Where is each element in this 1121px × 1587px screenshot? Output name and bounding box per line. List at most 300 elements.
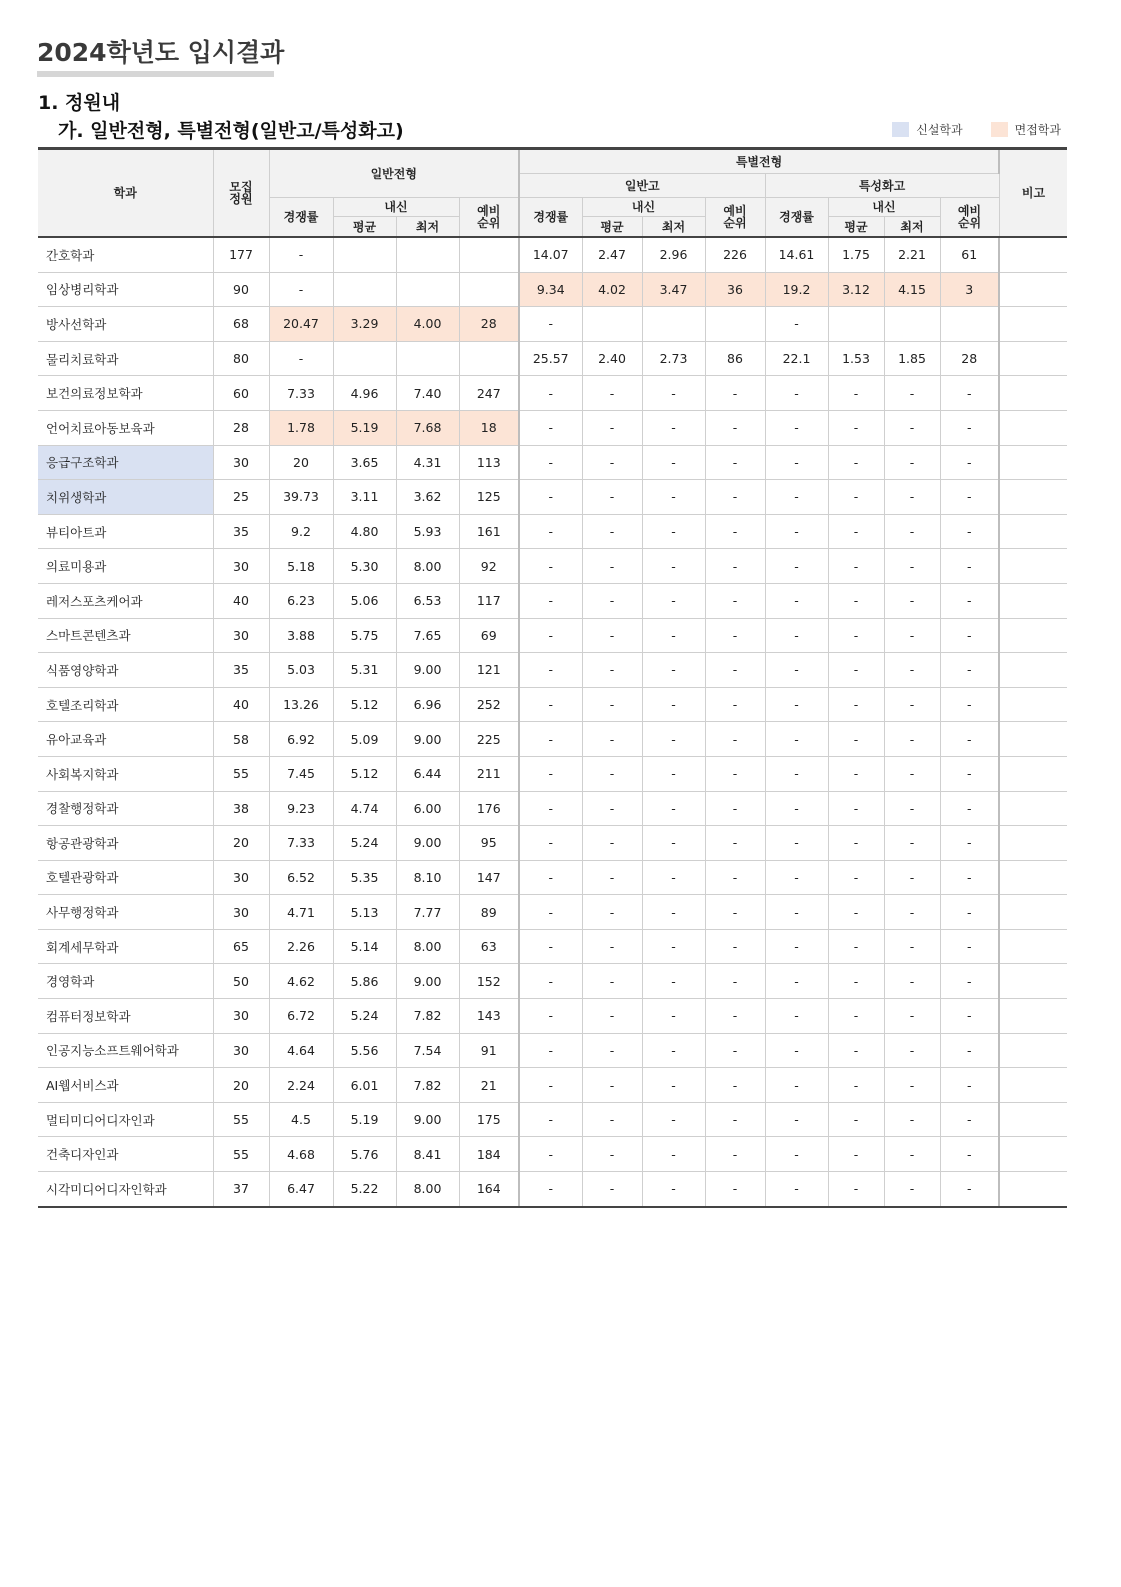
header-g-gpa: 내신 bbox=[333, 198, 459, 217]
header-sg-min: 최저 bbox=[642, 217, 705, 238]
g-waitlist-cell: 161 bbox=[459, 514, 519, 549]
sg-min-cell: - bbox=[642, 860, 705, 895]
g-min-cell: 7.68 bbox=[396, 410, 459, 445]
note-cell bbox=[999, 1102, 1067, 1137]
dept-name: 식품영양학과 bbox=[38, 653, 213, 688]
sg-avg-cell: - bbox=[582, 756, 642, 791]
sv-avg-cell: - bbox=[828, 653, 884, 688]
g-min-cell: 7.40 bbox=[396, 376, 459, 411]
sg-waitlist-cell: - bbox=[705, 1102, 765, 1137]
sg-competition-cell: - bbox=[519, 618, 582, 653]
dept-name: 물리치료학과 bbox=[38, 341, 213, 376]
sv-waitlist-cell: - bbox=[940, 722, 999, 757]
sg-competition-cell: - bbox=[519, 653, 582, 688]
dept-name: 치위생학과 bbox=[38, 480, 213, 515]
sg-min-cell: - bbox=[642, 929, 705, 964]
sv-competition-cell: - bbox=[765, 929, 828, 964]
table-row bbox=[38, 999, 1067, 1034]
dept-name: 임상병리학과 bbox=[38, 272, 213, 307]
sv-avg-cell: - bbox=[828, 1102, 884, 1137]
g-waitlist-cell bbox=[459, 237, 519, 272]
g-waitlist-cell: 95 bbox=[459, 826, 519, 861]
g-competition-cell: 20.47 bbox=[269, 307, 333, 342]
sv-avg-cell: - bbox=[828, 445, 884, 480]
sv-avg-cell: - bbox=[828, 722, 884, 757]
g-waitlist-cell: 211 bbox=[459, 756, 519, 791]
sv-min-cell: - bbox=[884, 1068, 940, 1103]
legend-item-new-dept bbox=[892, 121, 962, 138]
g-waitlist-cell: 18 bbox=[459, 410, 519, 445]
g-waitlist-cell: 175 bbox=[459, 1102, 519, 1137]
quota-cell: 20 bbox=[213, 1068, 269, 1103]
sg-competition-cell: - bbox=[519, 307, 582, 342]
header-dept: 학과 bbox=[38, 149, 213, 238]
sg-avg-cell: - bbox=[582, 1102, 642, 1137]
g-avg-cell: 5.56 bbox=[333, 1033, 396, 1068]
g-min-cell: 9.00 bbox=[396, 1102, 459, 1137]
sv-min-cell: - bbox=[884, 583, 940, 618]
sg-competition-cell: - bbox=[519, 999, 582, 1034]
g-min-cell: 8.00 bbox=[396, 1172, 459, 1207]
header-g-waitlist: 예비 순위 bbox=[459, 198, 519, 238]
sg-avg-cell: - bbox=[582, 653, 642, 688]
sg-avg-cell: - bbox=[582, 722, 642, 757]
table-body bbox=[38, 237, 1067, 1207]
sg-min-cell: - bbox=[642, 653, 705, 688]
note-cell bbox=[999, 791, 1067, 826]
g-min-cell: 4.00 bbox=[396, 307, 459, 342]
sg-min-cell: 2.73 bbox=[642, 341, 705, 376]
sg-min-cell: - bbox=[642, 1102, 705, 1137]
sg-avg-cell: - bbox=[582, 376, 642, 411]
table-row bbox=[38, 860, 1067, 895]
g-waitlist-cell: 28 bbox=[459, 307, 519, 342]
sg-waitlist-cell: - bbox=[705, 376, 765, 411]
g-competition-cell: 7.33 bbox=[269, 826, 333, 861]
g-waitlist-cell: 92 bbox=[459, 549, 519, 584]
sg-competition-cell: - bbox=[519, 583, 582, 618]
sv-avg-cell: - bbox=[828, 1068, 884, 1103]
dept-name: AI웹서비스과 bbox=[38, 1068, 213, 1103]
g-avg-cell: 5.35 bbox=[333, 860, 396, 895]
table-row bbox=[38, 618, 1067, 653]
g-waitlist-cell: 121 bbox=[459, 653, 519, 688]
table-row bbox=[38, 929, 1067, 964]
sg-competition-cell: - bbox=[519, 480, 582, 515]
sg-competition-cell: - bbox=[519, 964, 582, 999]
dept-name: 멀티미디어디자인과 bbox=[38, 1102, 213, 1137]
sv-waitlist-cell: - bbox=[940, 791, 999, 826]
sv-waitlist-cell: - bbox=[940, 445, 999, 480]
sv-avg-cell: - bbox=[828, 964, 884, 999]
sg-waitlist-cell: - bbox=[705, 1033, 765, 1068]
sv-avg-cell: - bbox=[828, 1033, 884, 1068]
quota-cell: 30 bbox=[213, 1033, 269, 1068]
sv-min-cell: - bbox=[884, 514, 940, 549]
g-min-cell: 9.00 bbox=[396, 826, 459, 861]
sg-min-cell: - bbox=[642, 791, 705, 826]
table-row bbox=[38, 341, 1067, 376]
sv-avg-cell: - bbox=[828, 583, 884, 618]
g-competition-cell: 5.03 bbox=[269, 653, 333, 688]
g-waitlist-cell: 125 bbox=[459, 480, 519, 515]
note-cell bbox=[999, 756, 1067, 791]
sg-competition-cell: - bbox=[519, 1033, 582, 1068]
quota-cell: 40 bbox=[213, 583, 269, 618]
sg-competition-cell: 14.07 bbox=[519, 237, 582, 272]
sv-avg-cell: - bbox=[828, 480, 884, 515]
header-sv-avg: 평균 bbox=[828, 217, 884, 238]
sv-competition-cell: - bbox=[765, 826, 828, 861]
sg-avg-cell: - bbox=[582, 480, 642, 515]
sv-min-cell: - bbox=[884, 929, 940, 964]
sg-competition-cell: - bbox=[519, 376, 582, 411]
g-competition-cell: 6.72 bbox=[269, 999, 333, 1034]
dept-name: 경찰행정학과 bbox=[38, 791, 213, 826]
sg-waitlist-cell: 86 bbox=[705, 341, 765, 376]
g-avg-cell: 5.06 bbox=[333, 583, 396, 618]
sg-avg-cell: - bbox=[582, 895, 642, 930]
g-competition-cell: 7.33 bbox=[269, 376, 333, 411]
sv-avg-cell: - bbox=[828, 410, 884, 445]
sv-min-cell: - bbox=[884, 618, 940, 653]
sv-competition-cell: - bbox=[765, 895, 828, 930]
note-cell bbox=[999, 618, 1067, 653]
table-row bbox=[38, 1033, 1067, 1068]
sv-avg-cell: - bbox=[828, 514, 884, 549]
table-row bbox=[38, 1102, 1067, 1137]
g-competition-cell: 4.71 bbox=[269, 895, 333, 930]
sg-min-cell: - bbox=[642, 618, 705, 653]
sv-competition-cell: - bbox=[765, 999, 828, 1034]
sg-min-cell: - bbox=[642, 583, 705, 618]
sg-competition-cell: - bbox=[519, 860, 582, 895]
dept-name: 방사선학과 bbox=[38, 307, 213, 342]
sg-min-cell: - bbox=[642, 514, 705, 549]
table-row bbox=[38, 722, 1067, 757]
sg-avg-cell: - bbox=[582, 410, 642, 445]
sv-competition-cell: - bbox=[765, 756, 828, 791]
note-cell bbox=[999, 1137, 1067, 1172]
quota-cell: 30 bbox=[213, 618, 269, 653]
header-special-general-hs: 일반고 bbox=[519, 174, 765, 198]
sg-waitlist-cell: - bbox=[705, 1137, 765, 1172]
sg-waitlist-cell: - bbox=[705, 653, 765, 688]
g-avg-cell: 5.19 bbox=[333, 1102, 396, 1137]
sg-min-cell: - bbox=[642, 1068, 705, 1103]
sv-min-cell: - bbox=[884, 722, 940, 757]
sg-avg-cell: - bbox=[582, 583, 642, 618]
sg-waitlist-cell: 226 bbox=[705, 237, 765, 272]
g-competition-cell: 4.5 bbox=[269, 1102, 333, 1137]
quota-cell: 55 bbox=[213, 1102, 269, 1137]
sg-waitlist-cell: - bbox=[705, 756, 765, 791]
g-min-cell: 8.00 bbox=[396, 929, 459, 964]
sg-min-cell: - bbox=[642, 999, 705, 1034]
header-sv-gpa: 내신 bbox=[828, 198, 940, 217]
header-g-avg: 평균 bbox=[333, 217, 396, 238]
sg-competition-cell: - bbox=[519, 895, 582, 930]
quota-cell: 30 bbox=[213, 445, 269, 480]
sv-avg-cell: - bbox=[828, 376, 884, 411]
dept-name: 언어치료아동보육과 bbox=[38, 410, 213, 445]
sv-competition-cell: - bbox=[765, 722, 828, 757]
sg-waitlist-cell: 36 bbox=[705, 272, 765, 307]
g-avg-cell: 5.09 bbox=[333, 722, 396, 757]
sg-competition-cell: - bbox=[519, 549, 582, 584]
sv-avg-cell: - bbox=[828, 1172, 884, 1207]
sv-min-cell: - bbox=[884, 756, 940, 791]
sv-competition-cell: - bbox=[765, 410, 828, 445]
sg-min-cell: - bbox=[642, 410, 705, 445]
title-underline-bar bbox=[37, 71, 274, 77]
dept-name: 경영학과 bbox=[38, 964, 213, 999]
note-cell bbox=[999, 722, 1067, 757]
note-cell bbox=[999, 964, 1067, 999]
sv-min-cell: - bbox=[884, 653, 940, 688]
g-competition-cell: 13.26 bbox=[269, 687, 333, 722]
g-waitlist-cell: 91 bbox=[459, 1033, 519, 1068]
quota-cell: 40 bbox=[213, 687, 269, 722]
sv-waitlist-cell: - bbox=[940, 687, 999, 722]
sg-avg-cell: 2.47 bbox=[582, 237, 642, 272]
dept-name: 컴퓨터정보학과 bbox=[38, 999, 213, 1034]
note-cell bbox=[999, 860, 1067, 895]
sv-waitlist-cell: - bbox=[940, 514, 999, 549]
table-row bbox=[38, 964, 1067, 999]
g-avg-cell: 4.96 bbox=[333, 376, 396, 411]
g-competition-cell: 4.68 bbox=[269, 1137, 333, 1172]
sg-min-cell: - bbox=[642, 376, 705, 411]
sv-waitlist-cell: 28 bbox=[940, 341, 999, 376]
sv-min-cell: 2.21 bbox=[884, 237, 940, 272]
header-g-competition: 경쟁률 bbox=[269, 198, 333, 238]
dept-name: 레저스포츠케어과 bbox=[38, 583, 213, 618]
note-cell bbox=[999, 237, 1067, 272]
table-row bbox=[38, 583, 1067, 618]
g-avg-cell: 3.29 bbox=[333, 307, 396, 342]
g-competition-cell: 5.18 bbox=[269, 549, 333, 584]
sg-waitlist-cell: - bbox=[705, 480, 765, 515]
g-competition-cell: 4.62 bbox=[269, 964, 333, 999]
g-min-cell: 6.44 bbox=[396, 756, 459, 791]
sg-avg-cell: - bbox=[582, 687, 642, 722]
g-avg-cell: 6.01 bbox=[333, 1068, 396, 1103]
g-min-cell: 6.00 bbox=[396, 791, 459, 826]
legend-swatch-interview bbox=[991, 122, 1008, 137]
g-avg-cell: 5.19 bbox=[333, 410, 396, 445]
table-row bbox=[38, 480, 1067, 515]
g-waitlist-cell bbox=[459, 272, 519, 307]
quota-cell: 30 bbox=[213, 860, 269, 895]
legend-swatch-new-dept bbox=[892, 122, 909, 137]
sv-waitlist-cell: - bbox=[940, 929, 999, 964]
sv-waitlist-cell: - bbox=[940, 376, 999, 411]
g-avg-cell: 5.30 bbox=[333, 549, 396, 584]
note-cell bbox=[999, 514, 1067, 549]
sg-avg-cell: - bbox=[582, 618, 642, 653]
g-min-cell: 7.82 bbox=[396, 1068, 459, 1103]
sv-min-cell: - bbox=[884, 826, 940, 861]
sv-waitlist-cell: - bbox=[940, 1068, 999, 1103]
sg-avg-cell: - bbox=[582, 1172, 642, 1207]
g-min-cell: 7.77 bbox=[396, 895, 459, 930]
sv-avg-cell: - bbox=[828, 618, 884, 653]
sv-competition-cell: - bbox=[765, 653, 828, 688]
header-general: 일반전형 bbox=[269, 149, 519, 198]
header-sv-competition: 경쟁률 bbox=[765, 198, 828, 238]
sv-avg-cell: - bbox=[828, 895, 884, 930]
note-cell bbox=[999, 653, 1067, 688]
sv-avg-cell: 1.75 bbox=[828, 237, 884, 272]
table-row bbox=[38, 756, 1067, 791]
document-title: 2024학년도 입시결과 bbox=[37, 38, 285, 67]
g-waitlist-cell: 252 bbox=[459, 687, 519, 722]
sg-avg-cell: - bbox=[582, 1033, 642, 1068]
sv-competition-cell: - bbox=[765, 307, 828, 342]
sv-competition-cell: - bbox=[765, 549, 828, 584]
sg-competition-cell: - bbox=[519, 1102, 582, 1137]
sv-waitlist-cell: - bbox=[940, 1033, 999, 1068]
sv-min-cell: - bbox=[884, 376, 940, 411]
sv-waitlist-cell: - bbox=[940, 895, 999, 930]
quota-cell: 65 bbox=[213, 929, 269, 964]
g-competition-cell: 9.2 bbox=[269, 514, 333, 549]
quota-cell: 38 bbox=[213, 791, 269, 826]
sv-competition-cell: 14.61 bbox=[765, 237, 828, 272]
sv-min-cell: - bbox=[884, 860, 940, 895]
table-row bbox=[38, 307, 1067, 342]
sv-avg-cell bbox=[828, 307, 884, 342]
g-waitlist-cell: 176 bbox=[459, 791, 519, 826]
quota-cell: 50 bbox=[213, 964, 269, 999]
sg-competition-cell: - bbox=[519, 826, 582, 861]
sv-competition-cell: - bbox=[765, 583, 828, 618]
sg-avg-cell bbox=[582, 307, 642, 342]
quota-cell: 30 bbox=[213, 549, 269, 584]
sv-min-cell: - bbox=[884, 480, 940, 515]
sv-competition-cell: - bbox=[765, 791, 828, 826]
g-competition-cell: 4.64 bbox=[269, 1033, 333, 1068]
sg-waitlist-cell: - bbox=[705, 999, 765, 1034]
g-waitlist-cell: 113 bbox=[459, 445, 519, 480]
g-waitlist-cell: 225 bbox=[459, 722, 519, 757]
sv-waitlist-cell: - bbox=[940, 860, 999, 895]
g-avg-cell: 5.12 bbox=[333, 687, 396, 722]
quota-cell: 35 bbox=[213, 514, 269, 549]
quota-cell: 30 bbox=[213, 999, 269, 1034]
sv-competition-cell: - bbox=[765, 480, 828, 515]
g-min-cell: 8.41 bbox=[396, 1137, 459, 1172]
sv-avg-cell: - bbox=[828, 1137, 884, 1172]
sv-min-cell: - bbox=[884, 549, 940, 584]
table-row bbox=[38, 1172, 1067, 1207]
note-cell bbox=[999, 895, 1067, 930]
sg-waitlist-cell: - bbox=[705, 895, 765, 930]
sg-competition-cell: 9.34 bbox=[519, 272, 582, 307]
g-avg-cell: 3.65 bbox=[333, 445, 396, 480]
sv-min-cell: - bbox=[884, 1033, 940, 1068]
sg-competition-cell: - bbox=[519, 1068, 582, 1103]
sg-waitlist-cell bbox=[705, 307, 765, 342]
sg-waitlist-cell: - bbox=[705, 583, 765, 618]
sv-avg-cell: - bbox=[828, 929, 884, 964]
table-row bbox=[38, 410, 1067, 445]
sv-min-cell: 1.85 bbox=[884, 341, 940, 376]
table-row bbox=[38, 826, 1067, 861]
sv-waitlist-cell: - bbox=[940, 1172, 999, 1207]
note-cell bbox=[999, 1033, 1067, 1068]
quota-cell: 37 bbox=[213, 1172, 269, 1207]
sv-waitlist-cell: - bbox=[940, 1102, 999, 1137]
dept-name: 사무행정학과 bbox=[38, 895, 213, 930]
sv-waitlist-cell: - bbox=[940, 653, 999, 688]
note-cell bbox=[999, 687, 1067, 722]
table-row bbox=[38, 376, 1067, 411]
g-waitlist-cell: 184 bbox=[459, 1137, 519, 1172]
dept-name: 호텔관광학과 bbox=[38, 860, 213, 895]
header-sg-gpa: 내신 bbox=[582, 198, 705, 217]
sg-competition-cell: - bbox=[519, 756, 582, 791]
sg-min-cell: 2.96 bbox=[642, 237, 705, 272]
sg-competition-cell: - bbox=[519, 445, 582, 480]
sv-avg-cell: - bbox=[828, 549, 884, 584]
section-heading: 1. 정원내 bbox=[38, 92, 121, 114]
note-cell bbox=[999, 480, 1067, 515]
g-waitlist-cell: 63 bbox=[459, 929, 519, 964]
g-min-cell: 8.00 bbox=[396, 549, 459, 584]
g-competition-cell: - bbox=[269, 341, 333, 376]
g-min-cell: 7.82 bbox=[396, 999, 459, 1034]
sg-avg-cell: - bbox=[582, 860, 642, 895]
sv-waitlist-cell: - bbox=[940, 964, 999, 999]
g-min-cell: 7.54 bbox=[396, 1033, 459, 1068]
sg-avg-cell: - bbox=[582, 964, 642, 999]
sg-competition-cell: - bbox=[519, 929, 582, 964]
sg-waitlist-cell: - bbox=[705, 410, 765, 445]
sv-min-cell: 4.15 bbox=[884, 272, 940, 307]
dept-name: 응급구조학과 bbox=[38, 445, 213, 480]
sg-competition-cell: 25.57 bbox=[519, 341, 582, 376]
header-sg-avg: 평균 bbox=[582, 217, 642, 238]
dept-name: 간호학과 bbox=[38, 237, 213, 272]
note-cell bbox=[999, 583, 1067, 618]
header-special: 특별전형 bbox=[519, 149, 999, 174]
g-min-cell: 5.93 bbox=[396, 514, 459, 549]
sv-competition-cell: - bbox=[765, 860, 828, 895]
sv-competition-cell: - bbox=[765, 1033, 828, 1068]
sv-competition-cell: - bbox=[765, 1172, 828, 1207]
quota-cell: 35 bbox=[213, 653, 269, 688]
g-waitlist-cell: 117 bbox=[459, 583, 519, 618]
g-avg-cell: 5.12 bbox=[333, 756, 396, 791]
g-competition-cell: 6.92 bbox=[269, 722, 333, 757]
g-competition-cell: - bbox=[269, 237, 333, 272]
g-competition-cell: 6.23 bbox=[269, 583, 333, 618]
sg-min-cell: - bbox=[642, 895, 705, 930]
sg-min-cell: - bbox=[642, 549, 705, 584]
sg-waitlist-cell: - bbox=[705, 826, 765, 861]
g-waitlist-cell: 152 bbox=[459, 964, 519, 999]
sv-competition-cell: - bbox=[765, 445, 828, 480]
sv-min-cell: - bbox=[884, 964, 940, 999]
g-avg-cell: 4.80 bbox=[333, 514, 396, 549]
g-waitlist-cell: 147 bbox=[459, 860, 519, 895]
header-sg-competition: 경쟁률 bbox=[519, 198, 582, 238]
sg-avg-cell: - bbox=[582, 514, 642, 549]
sv-waitlist-cell: - bbox=[940, 756, 999, 791]
g-avg-cell: 5.86 bbox=[333, 964, 396, 999]
